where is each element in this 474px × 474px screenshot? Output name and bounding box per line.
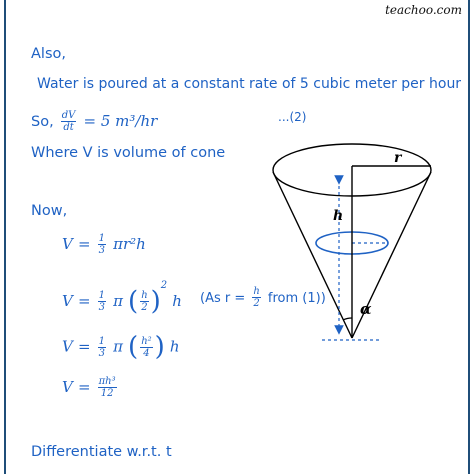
v-symbol: V [62,337,73,356]
fraction-denominator: 3 [98,245,105,256]
now-text: Now, [31,203,68,219]
fraction-numerator: h [253,286,260,297]
pi-symbol: π [113,337,123,356]
h-symbol: h [172,292,182,310]
radius-label: r [394,150,402,166]
dt-denominator: dt [63,122,74,133]
left-paren: ( [128,286,139,317]
fraction-numerator: h [141,290,148,301]
fraction-denominator: 2 [141,302,148,313]
fraction-numerator: 1 [98,335,105,347]
fraction-denominator: 3 [98,302,105,313]
right-paren: ) [154,332,165,362]
poured-text: Water is poured at a constant rate of 5 cubic meter per hour [37,76,462,92]
dv-numerator: dV [61,110,76,121]
fraction-denominator: 3 [98,347,105,359]
equals-sign: = [77,378,91,396]
differentiate-text: Differentiate w.r.t. t [31,444,172,460]
right-paren: ) [150,286,161,317]
v-symbol: V [62,292,73,310]
pi-symbol: π [113,235,123,253]
fraction-numerator: πh³ [98,376,116,387]
h-symbol: h [169,337,180,356]
v-symbol: V [62,378,73,396]
rate-value: = 5 m³/hr [83,112,158,130]
fraction-numerator: 1 [98,290,105,301]
equals-sign: = [77,235,91,253]
equals-sign: = [77,337,91,356]
so-text: So, [31,114,54,130]
fraction-denominator: 2 [253,298,260,309]
alpha-arc [343,318,352,320]
alpha-label: α [360,300,372,318]
fraction-numerator: h² [141,335,152,347]
v-symbol: V [62,235,73,253]
height-label: h [333,208,344,224]
cone-left-side [273,172,352,338]
fraction-denominator: 12 [100,388,114,399]
fraction-numerator: 1 [98,233,105,244]
also-text: Also, [31,46,66,62]
where-text: Where V is volume of cone [31,145,226,161]
from-eq-1: from (1)) [267,291,326,306]
left-paren: ( [128,332,139,362]
equals-sign: = [77,292,91,310]
as-r-equals: (As r = [200,291,246,306]
brand-logo: teachoo.com [385,3,462,17]
pi-symbol: π [113,292,123,310]
r-squared-h: r²h [122,235,146,253]
fraction-denominator: 4 [143,347,150,359]
square-exponent: 2 [160,280,168,291]
equation-tag: ...(2) [278,110,307,124]
